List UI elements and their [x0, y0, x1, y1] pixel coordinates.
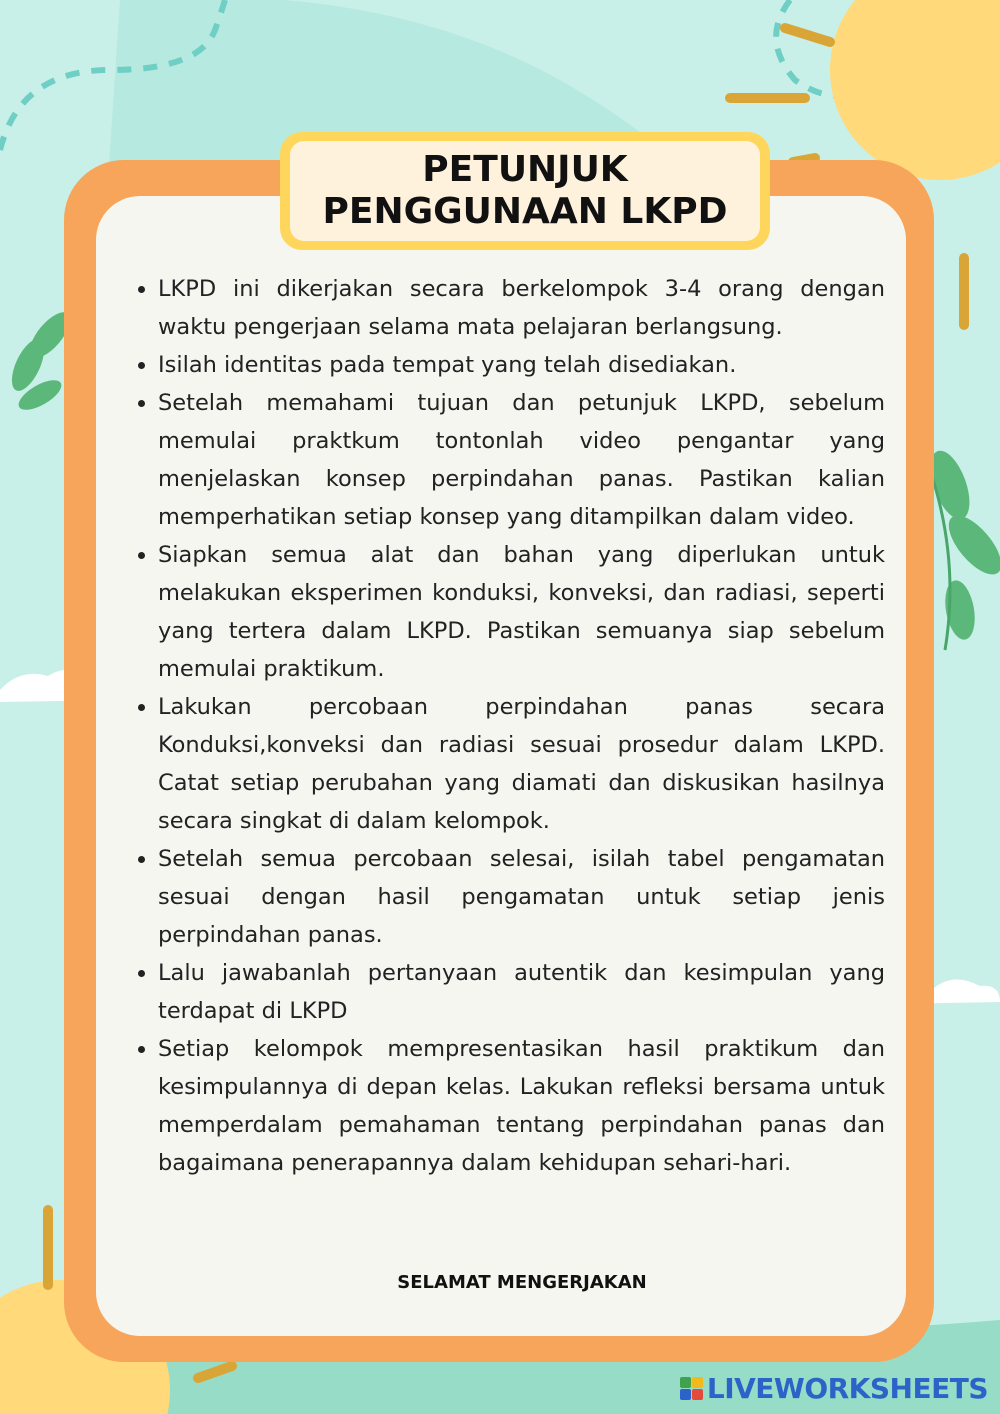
- title-line-1: PETUNJUK: [422, 149, 628, 190]
- brand-name: LIVEWORKSHEETS: [706, 1372, 988, 1405]
- liveworksheets-logo-icon: [680, 1377, 703, 1400]
- title-line-2: PENGGUNAAN LKPD: [322, 191, 728, 232]
- instruction-item: • Isilah identitas pada tempat yang telah disediakan.: [158, 346, 885, 384]
- instruction-item: • Siapkan semua alat dan bahan yang diperlukan untuk melakukan eksperimen konduksi, konveksi, dan radiasi, seperti yang tertera dalam LKPD. Pastikan semuanya siap sebelum memulai praktikum.: [158, 536, 885, 688]
- instruction-item: • Lakukan percobaan perpindahan panas secara Konduksi,konveksi dan radiasi sesuai prosedur dalam LKPD. Catat setiap perubahan yang diamati dan diskusikan hasilnya secara singkat di dalam kelompok.: [158, 688, 885, 840]
- instruction-item: • Setelah memahami tujuan dan petunjuk LKPD, sebelum memulai praktkum tontonlah video pengantar yang menjelaskan konsep perpindahan panas. Pastikan kalian memperhatikan setiap konsep yang ditampilkan dalam video.: [158, 384, 885, 536]
- liveworksheets-brand[interactable]: [680, 1372, 988, 1405]
- instruction-list: [128, 270, 885, 1182]
- closing-text: SELAMAT MENGERJAKAN: [397, 1272, 647, 1293]
- instruction-item: • Setelah semua percobaan selesai, isilah tabel pengamatan sesuai dengan hasil pengamatan untuk setiap jenis perpindahan panas.: [158, 840, 885, 954]
- title-banner-inner: [290, 141, 760, 241]
- instruction-item: • Lalu jawabanlah pertanyaan autentik dan kesimpulan yang terdapat di LKPD: [158, 954, 885, 1030]
- instruction-item: • Setiap kelompok mempresentasikan hasil praktikum dan kesimpulannya di depan kelas. Lakukan refleksi bersama untuk memperdalam pemahaman tentang perpindahan panas dan bagaimana penerapannya dalam kehidupan sehari-hari.: [158, 1030, 885, 1182]
- title-banner: [280, 132, 770, 250]
- instruction-item: • LKPD ini dikerjakan secara berkelompok 3-4 orang dengan waktu pengerjaan selama mata pelajaran berlangsung.: [158, 270, 885, 346]
- instruction-list-container: [128, 270, 885, 1182]
